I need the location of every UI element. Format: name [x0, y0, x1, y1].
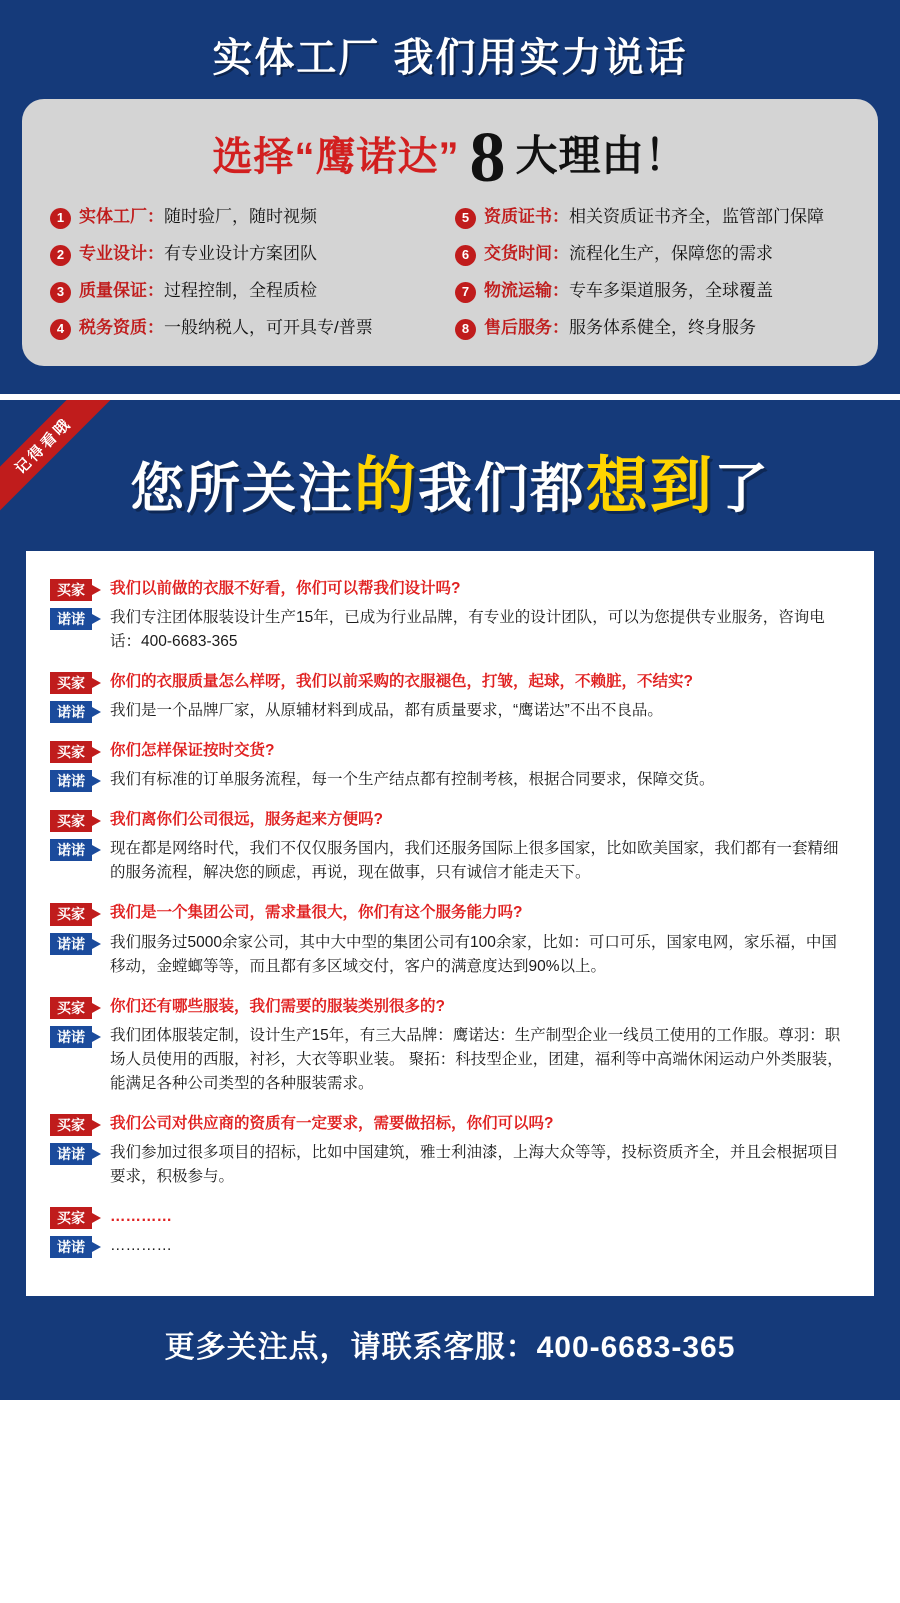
faq-answer-row	[50, 1024, 850, 1096]
seller-tag: 诺诺	[50, 839, 92, 861]
headline-number: 8	[469, 117, 506, 197]
reason-label: 售后服务：	[484, 317, 569, 337]
reason-label: 专业设计：	[79, 243, 164, 263]
faq-question-row	[50, 808, 850, 832]
reason-label: 交货时间：	[484, 243, 569, 263]
reasons-section	[0, 0, 900, 400]
reason-text: 专车多渠道服务，全球覆盖	[569, 280, 773, 300]
faq-answer-row	[50, 1141, 850, 1189]
reason-label: 质量保证：	[79, 280, 164, 300]
buyer-tag: 买家	[50, 997, 92, 1019]
faq-answer-row	[50, 1234, 850, 1258]
faq-item	[50, 577, 850, 654]
faq-question-text: …………	[110, 1207, 172, 1225]
faq-answer-text: 我们团体服装定制，设计生产15年，有三大品牌：鹰诺达：生产制型企业一线员工使用的工作服。尊羽：职场人员使用的西服，衬衫，大衣等职业装。 聚拓：科技型企业，团建，福利等中高端休闲运动户外类服装，能满足各种公司类型的各种服装需求。	[110, 1026, 843, 1092]
faq-question-row	[50, 901, 850, 925]
reason-number-badge: 6	[455, 245, 476, 266]
reason-item	[455, 280, 850, 303]
faq-question-row	[50, 577, 850, 601]
reason-label: 实体工厂：	[79, 206, 164, 226]
headline-segment-2: 的	[353, 451, 418, 521]
headline-segment-4: 想到	[586, 451, 715, 521]
faq-answer-text: …………	[110, 1236, 172, 1254]
faq-card	[26, 551, 874, 1296]
faq-item	[50, 1205, 850, 1258]
reason-text: 随时验厂，随时视频	[164, 206, 317, 226]
banner-title: 实体工厂 我们用实力说话	[212, 36, 688, 80]
faq-question-text: 我们离你们公司很远，服务起来方便吗?	[110, 811, 383, 829]
seller-tag: 诺诺	[50, 933, 92, 955]
faq-question-row	[50, 1205, 850, 1229]
reason-item	[50, 317, 445, 340]
faq-answer-text: 我们服务过5000余家公司，其中大中型的集团公司有100余家，比如：可口可乐，国家电网，家乐福，中国移动，金螳螂等等，而且都有多区域交付，客户的满意度达到90%以上。	[110, 933, 837, 975]
seller-tag: 诺诺	[50, 608, 92, 630]
faq-answer-text: 我们是一个品牌厂家，从原辅材料到成品，都有质量要求，“鹰诺达”不出不良品。	[110, 702, 663, 720]
buyer-tag: 买家	[50, 1114, 92, 1136]
buyer-tag: 买家	[50, 579, 92, 601]
faq-item	[50, 670, 850, 723]
reason-number-badge: 5	[455, 208, 476, 229]
faq-question-text: 你们还有哪些服装，我们需要的服装类别很多的?	[110, 997, 445, 1015]
faq-answer-text: 我们参加过很多项目的招标，比如中国建筑，雅士利油漆，上海大众等等，投标资质齐全，并且会根据项目要求，积极参与。	[110, 1143, 839, 1185]
faq-item	[50, 901, 850, 978]
buyer-tag: 买家	[50, 903, 92, 925]
reason-number-badge: 2	[50, 245, 71, 266]
reason-item	[455, 243, 850, 266]
reasons-headline	[50, 117, 850, 197]
faq-item	[50, 1112, 850, 1189]
faq-question-row	[50, 670, 850, 694]
reason-number-badge: 8	[455, 319, 476, 340]
reason-item	[455, 317, 850, 340]
headline-red-text: 选择“鹰诺达”	[212, 134, 460, 179]
faq-answer-row	[50, 931, 850, 979]
reason-text: 有专业设计方案团队	[164, 243, 317, 263]
reason-number-badge: 1	[50, 208, 71, 229]
faq-headline	[0, 400, 900, 551]
faq-question-text: 我们以前做的衣服不好看，你们可以帮我们设计吗?	[110, 579, 461, 597]
reasons-card	[22, 99, 878, 366]
reason-label: 资质证书：	[484, 206, 569, 226]
seller-tag: 诺诺	[50, 1143, 92, 1165]
reason-item	[455, 206, 850, 229]
faq-answer-text: 现在都是网络时代，我们不仅仅服务国内，我们还服务国际上很多国家，比如欧美国家，我们都有一套精细的服务流程，解决您的顾虑，再说，现在做事，只有诚信才能走天下。	[110, 840, 839, 882]
faq-item	[50, 808, 850, 885]
reason-number-badge: 3	[50, 282, 71, 303]
faq-answer-text: 我们有标准的订单服务流程，每一个生产结点都有控制考核，根据合同要求，保障交货。	[110, 771, 715, 789]
reason-text: 服务体系健全，终身服务	[569, 317, 756, 337]
reason-number-badge: 4	[50, 319, 71, 340]
reason-item	[50, 206, 445, 229]
reasons-grid	[50, 206, 850, 340]
reason-text: 流程化生产，保障您的需求	[569, 243, 773, 263]
faq-question-row	[50, 1112, 850, 1136]
faq-question-text: 我们公司对供应商的资质有一定要求，需要做招标，你们可以吗?	[110, 1114, 554, 1132]
faq-question-text: 我们是一个集团公司，需求量很大，你们有这个服务能力吗?	[110, 904, 523, 922]
faq-section	[0, 400, 900, 1400]
buyer-tag: 买家	[50, 1207, 92, 1229]
faq-answer-row	[50, 606, 850, 654]
seller-tag: 诺诺	[50, 701, 92, 723]
reason-item	[50, 280, 445, 303]
reason-label: 物流运输：	[484, 280, 569, 300]
reason-label: 税务资质：	[79, 317, 164, 337]
headline-segment-1: 您所关注	[129, 458, 354, 519]
faq-question-text: 你们的衣服质量怎么样呀，我们以前采购的衣服褪色，打皱，起球，不赖脏，不结实?	[110, 672, 693, 690]
reason-text: 过程控制，全程质检	[164, 280, 317, 300]
faq-answer-row	[50, 699, 850, 723]
reason-text: 一般纳税人，可开具专/普票	[164, 317, 373, 337]
faq-question-row	[50, 739, 850, 763]
faq-item	[50, 995, 850, 1096]
faq-question-text: 你们怎样保证按时交货?	[110, 742, 275, 760]
ribbon-label: 记得看哦	[0, 400, 121, 524]
faq-answer-text: 我们专注团体服装设计生产15年，已成为行业品牌，有专业的设计团队，可以为您提供专业服务，咨询电话：400-6683-365	[110, 608, 825, 650]
seller-tag: 诺诺	[50, 1236, 92, 1258]
reason-number-badge: 7	[455, 282, 476, 303]
buyer-tag: 买家	[50, 672, 92, 694]
faq-question-row	[50, 995, 850, 1019]
faq-item	[50, 739, 850, 792]
buyer-tag: 买家	[50, 810, 92, 832]
headline-segment-3: 我们都	[418, 458, 586, 519]
seller-tag: 诺诺	[50, 770, 92, 792]
faq-answer-row	[50, 768, 850, 792]
buyer-tag: 买家	[50, 741, 92, 763]
reason-item	[50, 243, 445, 266]
footer-contact: 更多关注点，请联系客服：400-6683-365	[164, 1331, 736, 1364]
headline-black-text: 大理由！	[515, 132, 688, 180]
seller-tag: 诺诺	[50, 1026, 92, 1048]
headline-segment-5: 了	[714, 458, 771, 519]
faq-answer-row	[50, 837, 850, 885]
reason-text: 相关资质证书齐全，监管部门保障	[569, 206, 824, 226]
